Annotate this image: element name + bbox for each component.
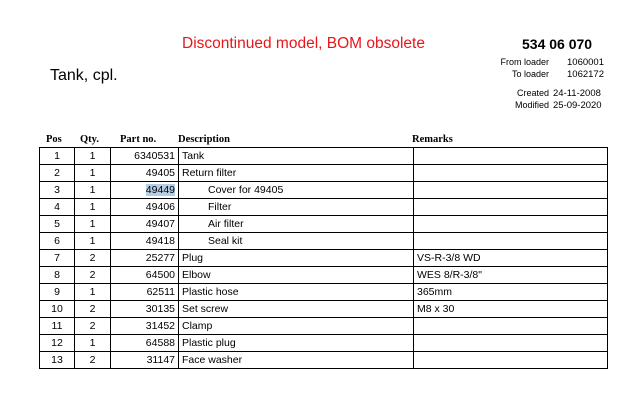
part-no-cell: 49406 bbox=[111, 199, 179, 216]
table-row bbox=[40, 250, 608, 267]
remarks-cell: M8 x 30 bbox=[414, 301, 608, 318]
table-row bbox=[40, 352, 608, 369]
table-row bbox=[40, 318, 608, 335]
pos-cell: 3 bbox=[40, 182, 75, 199]
qty-cell: 1 bbox=[75, 335, 111, 352]
selected-part-number[interactable]: 49449 bbox=[145, 184, 175, 196]
table-row bbox=[40, 182, 608, 199]
table-row bbox=[40, 165, 608, 182]
pos-cell: 6 bbox=[40, 233, 75, 250]
remarks-cell: WES 8/R-3/8" bbox=[414, 267, 608, 284]
created-value: 24-11-2008 bbox=[553, 88, 601, 99]
table-row bbox=[40, 199, 608, 216]
pos-cell: 13 bbox=[40, 352, 75, 369]
discontinued-notice: Discontinued model, BOM obsolete bbox=[182, 35, 425, 52]
qty-cell: 1 bbox=[75, 233, 111, 250]
description-cell: Tank bbox=[179, 148, 414, 165]
part-no-cell: 64500 bbox=[111, 267, 179, 284]
remarks-cell bbox=[414, 335, 608, 352]
description-cell: Plastic hose bbox=[179, 284, 414, 301]
remarks-cell bbox=[414, 233, 608, 250]
qty-cell: 1 bbox=[75, 165, 111, 182]
table-row bbox=[40, 233, 608, 250]
qty-cell: 2 bbox=[75, 318, 111, 335]
table-row bbox=[40, 267, 608, 284]
qty-cell: 1 bbox=[75, 199, 111, 216]
part-no-cell: 49405 bbox=[111, 165, 179, 182]
part-no-cell: 31452 bbox=[111, 318, 179, 335]
pos-cell: 9 bbox=[40, 284, 75, 301]
description-cell: Face washer bbox=[179, 352, 414, 369]
pos-cell: 8 bbox=[40, 267, 75, 284]
part-no-cell: 49418 bbox=[111, 233, 179, 250]
pos-cell: 4 bbox=[40, 199, 75, 216]
part-no-cell bbox=[111, 182, 179, 199]
description-text: Filter bbox=[208, 201, 232, 213]
part-no-cell: 49407 bbox=[111, 216, 179, 233]
description-cell bbox=[179, 199, 414, 216]
column-header-remarks: Remarks bbox=[412, 134, 453, 145]
pos-cell: 7 bbox=[40, 250, 75, 267]
description-cell bbox=[179, 216, 414, 233]
remarks-cell bbox=[414, 165, 608, 182]
description-text: Cover for 49405 bbox=[208, 184, 284, 196]
pos-cell: 2 bbox=[40, 165, 75, 182]
pos-cell: 11 bbox=[40, 318, 75, 335]
description-cell: Plastic plug bbox=[179, 335, 414, 352]
description-cell: Set screw bbox=[179, 301, 414, 318]
pos-cell: 10 bbox=[40, 301, 75, 318]
to-loader-value: 1062172 bbox=[567, 69, 604, 80]
remarks-cell bbox=[414, 199, 608, 216]
qty-cell: 1 bbox=[75, 148, 111, 165]
qty-cell: 1 bbox=[75, 284, 111, 301]
remarks-cell bbox=[414, 216, 608, 233]
part-no-cell: 25277 bbox=[111, 250, 179, 267]
description-cell: Clamp bbox=[179, 318, 414, 335]
qty-cell: 2 bbox=[75, 250, 111, 267]
pos-cell: 1 bbox=[40, 148, 75, 165]
table-row bbox=[40, 148, 608, 165]
remarks-cell: VS-R-3/8 WD bbox=[414, 250, 608, 267]
page-title: Tank, cpl. bbox=[50, 67, 118, 84]
part-no-cell: 30135 bbox=[111, 301, 179, 318]
qty-cell: 2 bbox=[75, 267, 111, 284]
qty-cell: 1 bbox=[75, 182, 111, 199]
bom-table bbox=[39, 147, 608, 369]
table-row bbox=[40, 216, 608, 233]
remarks-cell bbox=[414, 148, 608, 165]
description-text: Air filter bbox=[208, 218, 244, 230]
remarks-cell bbox=[414, 182, 608, 199]
column-header-qty: Qty. bbox=[80, 134, 99, 145]
description-cell bbox=[179, 182, 414, 199]
description-text: Seal kit bbox=[208, 235, 243, 247]
part-no-cell: 31147 bbox=[111, 352, 179, 369]
pos-cell: 12 bbox=[40, 335, 75, 352]
remarks-cell: 365mm bbox=[414, 284, 608, 301]
remarks-cell bbox=[414, 352, 608, 369]
from-loader-value: 1060001 bbox=[567, 57, 604, 68]
part-number: 534 06 070 bbox=[522, 36, 593, 52]
description-cell: Elbow bbox=[179, 267, 414, 284]
description-cell: Return filter bbox=[179, 165, 414, 182]
column-header-description: Description bbox=[178, 134, 230, 145]
modified-value: 25-09-2020 bbox=[553, 100, 602, 111]
part-no-cell: 64588 bbox=[111, 335, 179, 352]
column-header-part-no: Part no. bbox=[120, 134, 157, 145]
table-row bbox=[40, 284, 608, 301]
column-header-pos: Pos bbox=[46, 134, 62, 145]
table-row bbox=[40, 301, 608, 318]
remarks-cell bbox=[414, 318, 608, 335]
description-cell bbox=[179, 233, 414, 250]
qty-cell: 2 bbox=[75, 301, 111, 318]
qty-cell: 1 bbox=[75, 216, 111, 233]
description-cell: Plug bbox=[179, 250, 414, 267]
table-row bbox=[40, 335, 608, 352]
qty-cell: 2 bbox=[75, 352, 111, 369]
pos-cell: 5 bbox=[40, 216, 75, 233]
part-no-cell: 6340531 bbox=[111, 148, 179, 165]
part-no-cell: 62511 bbox=[111, 284, 179, 301]
